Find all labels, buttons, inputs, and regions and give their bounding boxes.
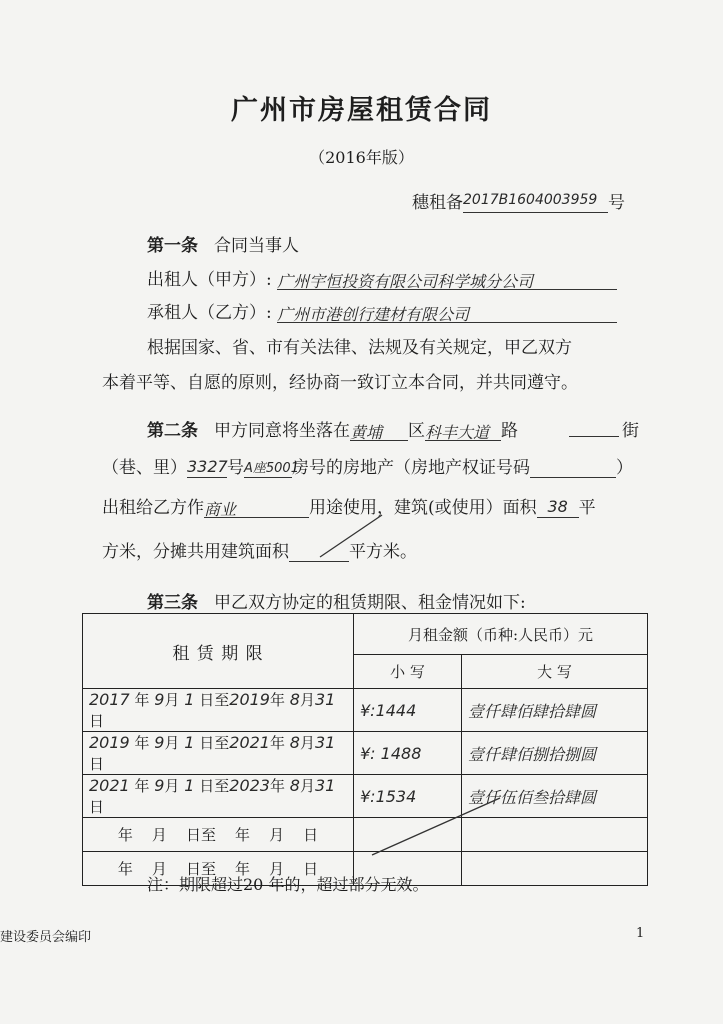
period-header: 租 赁 期 限	[83, 614, 354, 689]
end-day: 31	[314, 733, 336, 752]
start-year: 2021	[89, 776, 130, 795]
article2-text: 号	[227, 458, 244, 478]
article2-heading: 第二条	[147, 421, 198, 441]
article3-heading: 第三条	[147, 593, 198, 613]
area-value: 38	[537, 497, 579, 518]
period-cell	[83, 689, 354, 732]
article3-title: 甲乙双方协定的租赁期限、租金情况如下:	[214, 593, 526, 613]
start-month: 9	[154, 776, 165, 795]
start-day: 1	[184, 733, 195, 752]
label-day: 日	[89, 755, 105, 773]
publisher-footer: 建设委员会编印	[0, 930, 92, 945]
article2-text: （巷、里）	[102, 458, 187, 478]
period-cell	[83, 732, 354, 775]
article1-heading: 第一条	[147, 236, 198, 256]
label-day: 日	[89, 712, 105, 730]
district-value: 黄埔	[350, 420, 408, 441]
small-header: 小 写	[354, 655, 462, 689]
article2-text: 方米，分摊共用建筑面积	[102, 542, 289, 562]
end-month: 8	[289, 733, 300, 752]
label-month: 月	[164, 734, 180, 752]
article1-paragraph-line2: 本着平等、自愿的原则，经协商一致订立本合同，并共同遵守。	[102, 373, 578, 393]
end-year: 2023	[229, 776, 270, 795]
page-number: 1	[636, 926, 645, 941]
article1-heading-line	[147, 231, 299, 256]
article2-text: 路	[501, 421, 518, 441]
table-strike-mark	[360, 790, 510, 860]
end-day: 31	[314, 690, 336, 709]
start-month: 9	[154, 690, 165, 709]
lessor-label: 出租人（甲方）:	[147, 270, 272, 290]
label-month: 月	[164, 691, 180, 709]
article2-text: 房号的房地产（房地产权证号码	[292, 458, 530, 478]
article2-text: 区	[408, 421, 425, 441]
registration-line	[412, 188, 625, 213]
large-amount-cell: 壹仟肆佰捌拾捌圆	[462, 732, 648, 775]
large-header: 大 写	[462, 655, 648, 689]
end-year: 2021	[229, 733, 270, 752]
article2-text: 平	[578, 498, 596, 518]
document-title: 广州市房屋租赁合同	[231, 95, 492, 126]
article2-text: ）	[616, 458, 633, 478]
room-value: A座5001	[244, 457, 292, 478]
article2-text: 用途使用，建筑(或使用）面积	[309, 498, 537, 518]
lessor-line	[147, 265, 617, 290]
article1-title: 合同当事人	[214, 236, 299, 256]
table-header-row	[83, 614, 648, 655]
registration-suffix: 号	[608, 193, 625, 213]
start-day: 1	[184, 690, 195, 709]
article2-text: 甲方同意将坐落在	[214, 421, 350, 441]
label-day-to: 日至	[199, 777, 230, 795]
label-year: 年	[134, 734, 150, 752]
house-number-value: 3327	[187, 457, 228, 476]
article2-line1	[147, 416, 518, 441]
registration-prefix: 穗租备	[412, 193, 463, 213]
street-label-line	[622, 416, 639, 441]
label-year: 年	[269, 734, 285, 752]
label-day-to: 日至	[199, 734, 230, 752]
large-amount-cell: 壹仟肆佰肆拾肆圆	[462, 689, 648, 732]
term-note: 注：期限超过20 年的，超过部分无效。	[147, 875, 429, 894]
certificate-blank	[530, 457, 616, 478]
label-month: 月	[299, 734, 315, 752]
label-year: 年	[269, 777, 285, 795]
registration-number: 2017B1604003959	[463, 192, 608, 213]
table-row	[83, 689, 648, 732]
end-month: 8	[289, 776, 300, 795]
table-row	[83, 732, 648, 775]
road-value: 科丰大道	[425, 420, 501, 441]
end-month: 8	[289, 690, 300, 709]
usage-value: 商业	[204, 497, 309, 518]
lessor-value: 广州宇恒投资有限公司科学城分公司	[277, 269, 617, 290]
label-year: 年	[269, 691, 285, 709]
lessee-label: 承租人（乙方）:	[147, 303, 272, 323]
lessee-line	[147, 298, 617, 323]
label-day: 日	[89, 798, 105, 816]
strike-mark	[310, 512, 390, 562]
label-month: 月	[299, 691, 315, 709]
label-day-to: 日至	[199, 691, 230, 709]
article2-line2	[102, 453, 633, 478]
rent-header: 月租金额（币种:人民币）元	[354, 614, 648, 655]
small-amount-cell: ¥:1444	[354, 689, 462, 732]
start-day: 1	[184, 776, 195, 795]
small-amount-cell: ¥: 1488	[354, 732, 462, 775]
article2-text: 出租给乙方作	[102, 498, 204, 518]
end-day: 31	[314, 776, 336, 795]
label-year: 年	[134, 691, 150, 709]
end-year: 2019	[229, 690, 270, 709]
article3-heading-line	[147, 588, 526, 613]
period-cell	[83, 775, 354, 818]
period-cell-empty: 年 月 日至 年 月 日	[83, 852, 354, 886]
large-amount-cell: 壹仟伍佰叁拾肆圆	[462, 775, 648, 818]
street-blank	[569, 418, 619, 437]
start-year: 2017	[89, 690, 130, 709]
period-cell-empty: 年 月 日至 年 月 日	[83, 818, 354, 852]
label-month: 月	[299, 777, 315, 795]
article1-paragraph-line1: 根据国家、省、市有关法律、法规及有关规定，甲乙双方	[147, 338, 572, 358]
start-month: 9	[154, 733, 165, 752]
label-year: 年	[134, 777, 150, 795]
small-amount-cell: ¥:1534	[354, 775, 462, 818]
article2-text: 街	[622, 421, 639, 441]
article2-text: 平方米。	[349, 542, 417, 562]
label-month: 月	[164, 777, 180, 795]
lessee-value: 广州市港创行建材有限公司	[277, 302, 617, 323]
start-year: 2019	[89, 733, 130, 752]
edition-label: （2016年版）	[309, 148, 414, 167]
